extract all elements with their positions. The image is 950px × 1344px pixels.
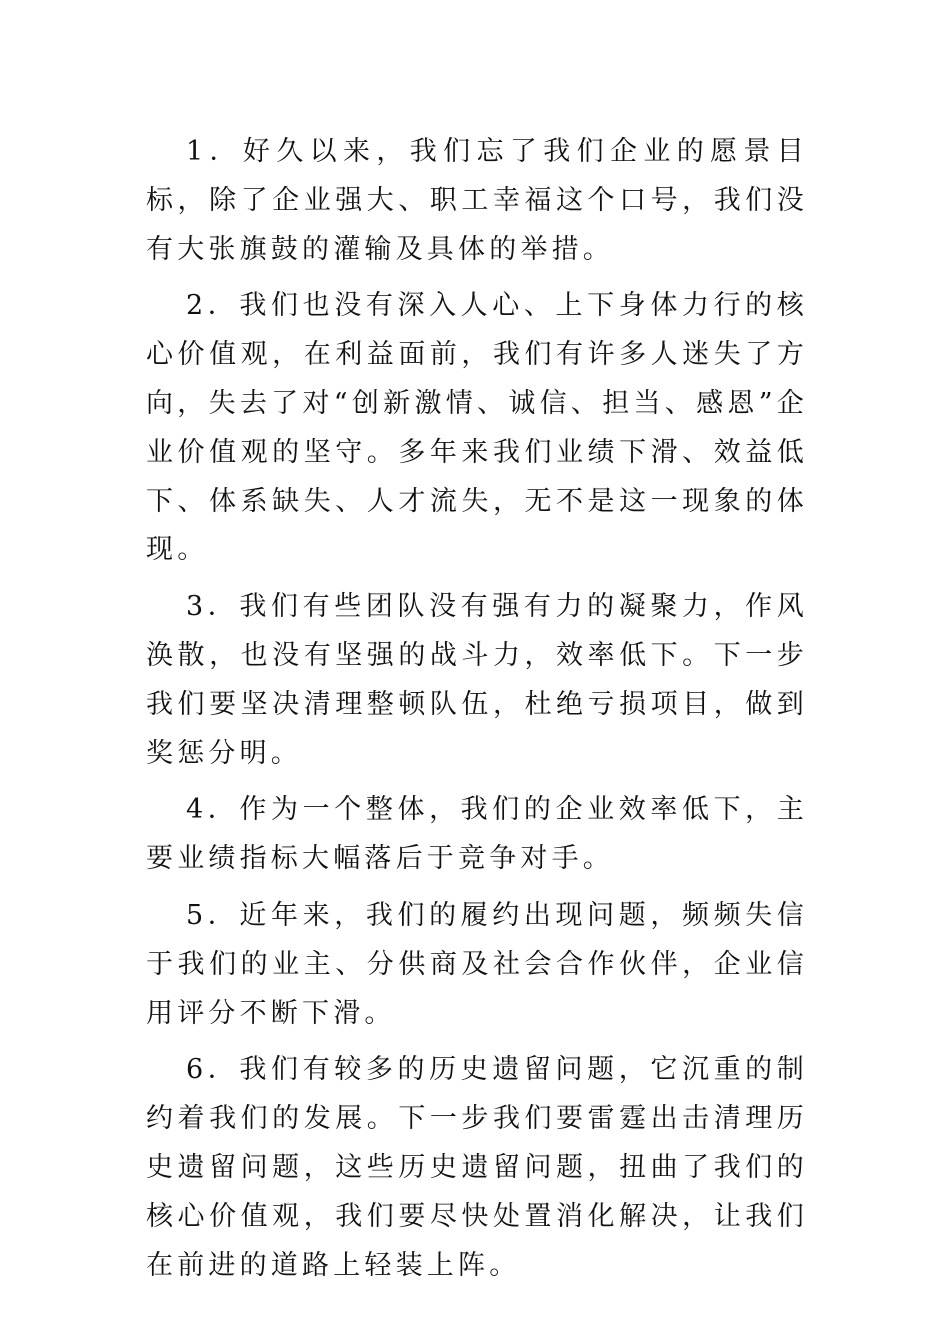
- paragraph-4: 4．作为一个整体，我们的企业效率低下，主要业绩指标大幅落后于竞争对手。: [146, 794, 808, 875]
- paragraph-6: 6．我们有较多的历史遗留问题，它沉重的制约着我们的发展。下一步我们要雷霆出击清理历史遗留问题，这些历史遗留问题，扭曲了我们的核心价值观，我们要尽快处置消化解决，让我们在前进的道路上轻装上阵。: [146, 1054, 808, 1281]
- paragraph-5: 5．近年来，我们的履约出现问题，频频失信于我们的业主、分供商及社会合作伙伴，企业信用评分不断下滑。: [146, 899, 808, 1029]
- paragraph-2: 2．我们也没有深入人心、上下身体力行的核心价值观，在利益面前，我们有许多人迷失了方向，失去了对“创新激情、诚信、担当、感恩”企业价值观的坚守。多年来我们业绩下滑、效益低下、体系缺失、人才流失，无不是这一现象的体现。: [146, 290, 808, 566]
- paragraph-3: 3．我们有些团队没有强有力的凝聚力，作风涣散，也没有坚强的战斗力，效率低下。下一步我们要坚决清理整顿队伍，杜绝亏损项目，做到奖惩分明。: [146, 591, 808, 769]
- document-body: [146, 128, 808, 1290]
- paragraph-1: 1．好久以来，我们忘了我们企业的愿景目标，除了企业强大、职工幸福这个口号，我们没有大张旗鼓的灌输及具体的举措。: [146, 136, 808, 265]
